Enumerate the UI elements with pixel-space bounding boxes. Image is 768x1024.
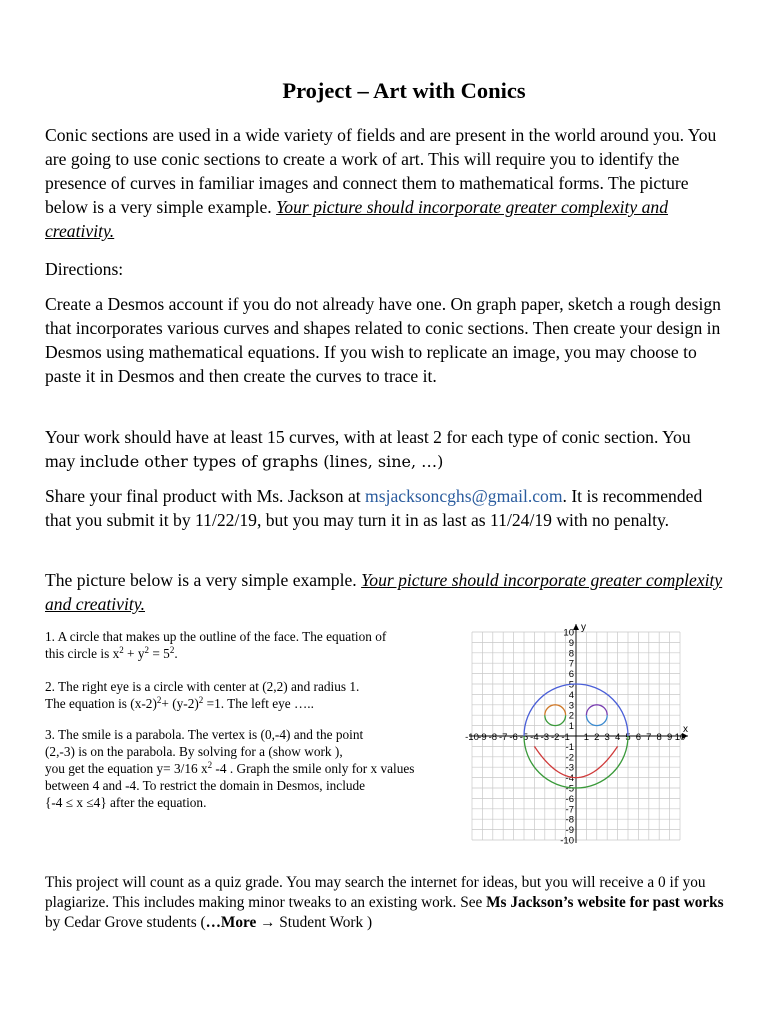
y-tick-label: 4 — [568, 689, 574, 701]
y-tick-label: 8 — [568, 648, 574, 660]
item-2-line-a: 2. The right eye is a circle with center at (2,2) and radius 1. — [45, 679, 360, 694]
y-tick-label: 3 — [568, 700, 574, 712]
x-tick-label: -1 — [561, 732, 570, 743]
y-tick-label: 2 — [568, 710, 574, 722]
footer-text-3: Student Work ) — [275, 914, 373, 931]
x-tick-label: 10 — [674, 732, 686, 743]
conic-graph — [452, 608, 716, 864]
x-tick-label: 3 — [604, 732, 610, 743]
item-2 — [45, 678, 359, 712]
y-tick-label: -3 — [565, 762, 574, 774]
item-3-line-e: {-4 ≤ x ≤4} after the equation. — [45, 795, 207, 810]
x-tick-label: 5 — [625, 732, 631, 743]
x-tick-label: -4 — [530, 732, 539, 743]
page-title: Project – Art with Conics — [282, 78, 526, 103]
item-3-line-d: between 4 and -4. To restrict the domain in Desmos, include — [45, 778, 366, 793]
share-text: Share your final product with Ms. Jackson at — [45, 486, 366, 506]
x-tick-label: 6 — [635, 732, 642, 743]
x-tick-label: 9 — [666, 732, 673, 743]
example-emphasis: Your picture should incorporate greater complexity and creativity. — [45, 570, 723, 614]
y-tick-label: 9 — [568, 637, 574, 649]
x-tick-label: -8 — [488, 732, 498, 743]
y-tick-label: -7 — [565, 804, 574, 816]
share-paragraph — [45, 484, 725, 532]
x-tick-label: 4 — [614, 732, 621, 743]
x-tick-label: 1 — [583, 732, 590, 743]
y-tick-label: -4 — [565, 773, 574, 785]
item-3-line-b: (2,-3) is on the parabola. By solving for a (show work ), — [45, 744, 343, 759]
more-link[interactable]: …More — [205, 914, 257, 931]
item-1-line-b: this circle is $x^2 + y^2 = 5^2$. — [45, 645, 178, 661]
website-link[interactable]: Ms Jackson’s website for past works — [486, 894, 724, 911]
item-1-line-a: 1. A circle that makes up the outline of the face. The equation of — [45, 629, 387, 644]
item-1 — [45, 628, 386, 662]
footer-text: This project will count as a quiz grade. You may search the internet for ideas, but you will receive a 0 if you plagiarize. This includes making minor tweaks to an existing work. See — [45, 874, 706, 911]
x-tick-label: -2 — [550, 732, 560, 743]
y-tick-label: 5 — [568, 679, 574, 691]
example-text: The picture below is a very simple example. — [45, 570, 362, 590]
item-2-line-b: The equation is $(x-2)^2+ (y-2)^2 =1$. The left eye ….. — [45, 695, 314, 711]
y-tick-label: -5 — [565, 783, 574, 795]
y-tick-label: 7 — [568, 658, 574, 670]
x-tick-label: -7 — [498, 732, 508, 743]
x-tick-label: -5 — [519, 732, 529, 743]
x-tick-label: 2 — [594, 732, 600, 743]
create-paragraph: Create a Desmos account if you do not already have one. On graph paper, sketch a rough design that incorporates various curves and shapes related to conic sections. Then create your design in Desmos using mathematical equations. If you wish to replicate an image, you may choose to paste it in Desmos and then create the curves to trace it. — [45, 294, 721, 386]
y-tick-label: 10 — [563, 627, 574, 639]
x-tick-label: 8 — [656, 732, 662, 743]
x-tick-label: 7 — [646, 732, 652, 743]
y-tick-label: -2 — [565, 752, 574, 764]
y-tick-label: -8 — [565, 814, 574, 826]
y-tick-label: -10 — [560, 835, 574, 847]
x-tick-label: -3 — [540, 732, 550, 743]
item-3 — [45, 726, 414, 811]
curves-paragraph — [45, 425, 725, 474]
x-tick-label: -10 — [465, 732, 479, 743]
x-axis-label: x — [683, 724, 688, 735]
email-link[interactable]: msjacksoncghs@gmail.com — [365, 486, 563, 506]
share-text-2: . It is recommended that you submit it by 11/22/19, but you may turn it in as last as 11/24/19 with no penalty. — [45, 486, 703, 530]
y-tick-label: -1 — [565, 741, 574, 753]
arrow-right-icon: → — [260, 914, 276, 931]
curves-other-graphs: include other types of graphs (lines, sine, …) — [79, 452, 444, 471]
intro-emphasis: Your picture should incorporate greater complexity and creativity. — [45, 197, 669, 241]
y-tick-label: -6 — [565, 793, 574, 805]
footer-paragraph — [45, 873, 735, 933]
y-tick-label: -9 — [565, 825, 574, 837]
item-3-line-c: you get the equation y= 3/16 $x^2$ -4 . Graph the smile only for x values — [45, 760, 415, 776]
y-axis-label: y — [581, 622, 586, 633]
y-tick-label: 1 — [568, 721, 574, 733]
footer-text-2: by Cedar Grove students ( — [45, 914, 206, 931]
intro-paragraph — [45, 123, 725, 243]
item-3-line-a: 3. The smile is a parabola. The vertex is (0,-4) and the point — [45, 727, 364, 742]
y-tick-label: 6 — [568, 669, 574, 681]
x-tick-label: -9 — [478, 732, 487, 743]
x-tick-label: -6 — [509, 732, 518, 743]
directions-heading: Directions: — [45, 259, 124, 279]
curves-text: Your work should have at least 15 curves, with at least 2 for each type of conic section. You may — [45, 427, 691, 471]
intro-text: Conic sections are used in a wide variety of fields and are present in the world around you. You are going to use conic sections to create a work of art. This will require you to identify the presence of curves in familiar images and connect them to mathematical forms. The picture below is a very simple example. — [45, 125, 717, 217]
